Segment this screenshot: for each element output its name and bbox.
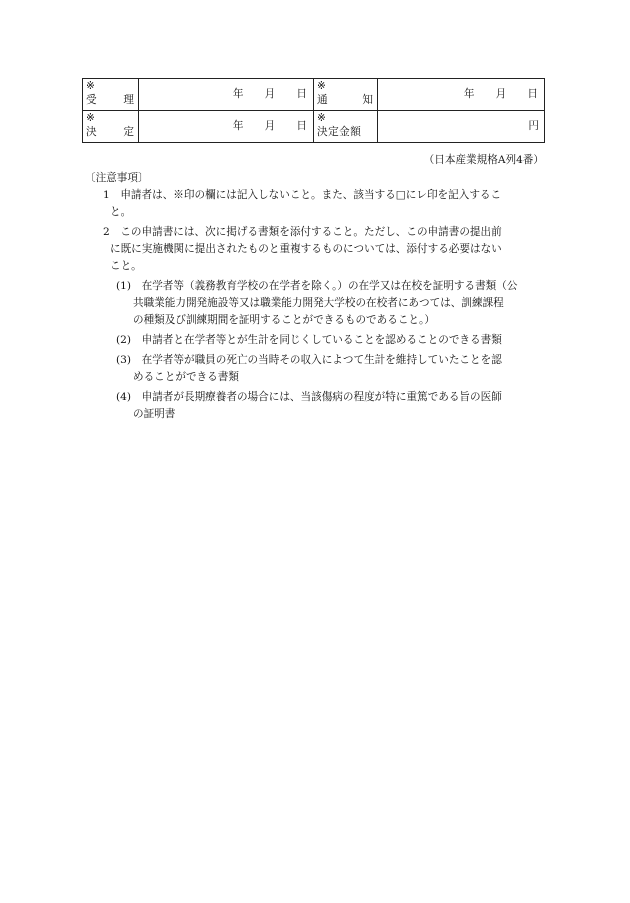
decision-label-cell	[83, 111, 139, 143]
office-use-table	[82, 78, 545, 143]
receipt-label-cell	[83, 79, 139, 111]
receipt-label-char1: 受	[86, 94, 97, 106]
decision-date: 年 月 日	[232, 120, 307, 132]
note-1-line-1: 1 申請者は、※印の欄には記入しないこと。また、該当する□にレ印を記入するこ	[103, 189, 502, 201]
sub-item-4-line-1: (4) 申請者が長期療養者の場合には、当該傷病の程度が特に重篤である旨の医師	[116, 391, 502, 403]
yen-unit: 円	[528, 120, 539, 132]
note-2-line-3: こと。	[110, 260, 142, 272]
receipt-date-cell	[139, 79, 314, 111]
notice-date: 年 月 日	[463, 88, 538, 100]
decision-label-char2: 定	[123, 126, 134, 138]
notes-title: 〔注意事項〕	[85, 172, 149, 184]
table-row	[83, 79, 545, 111]
asterisk-mark: ※	[86, 112, 95, 124]
table-row	[83, 111, 545, 143]
decision-label-char1: 決	[86, 126, 97, 138]
note-1-line-2: と。	[110, 206, 132, 218]
amount-label-cell	[314, 111, 378, 143]
paper-standard-note: （日本産業規格A列4番）	[423, 154, 544, 166]
receipt-label-char2: 理	[123, 94, 134, 106]
sub-item-4-line-2: の証明書	[133, 408, 176, 420]
notice-label-cell	[314, 79, 378, 111]
amount-value-cell	[378, 111, 545, 143]
notice-label-char2: 知	[362, 94, 373, 106]
notice-label-char1: 通	[317, 94, 328, 106]
decided-amount-label: 決定金額	[317, 126, 362, 138]
receipt-date: 年 月 日	[232, 88, 307, 100]
asterisk-mark: ※	[317, 80, 326, 92]
sub-item-3-line-2: めることができる書類	[133, 371, 239, 383]
asterisk-mark: ※	[86, 80, 95, 92]
sub-item-1-line-1: (1) 在学者等（義務教育学校の在学者を除く。）の在学又は在校を証明する書類（公	[116, 280, 518, 292]
sub-item-1-line-3: の種類及び訓練期間を証明することができるものであること。）	[133, 314, 435, 326]
sub-item-2-line-1: (2) 申請者と在学者等とが生計を同じくしていることを認めることのできる書類	[116, 334, 502, 346]
notice-date-cell	[378, 79, 545, 111]
asterisk-mark: ※	[317, 112, 326, 124]
note-2-line-2: に既に実施機関に提出されたものと重複するものについては、添付する必要はない	[110, 243, 502, 255]
decision-date-cell	[139, 111, 314, 143]
sub-item-1-line-2: 共職業能力開発施設等又は職業能力開発大学校の在校者にあつては、訓練課程	[133, 297, 504, 309]
note-2-line-1: 2 この申請書には、次に掲げる書類を添付すること。ただし、この申請書の提出前	[103, 226, 502, 238]
sub-item-3-line-1: (3) 在学者等が職員の死亡の当時その収入によつて生計を維持していたことを認	[116, 354, 502, 366]
